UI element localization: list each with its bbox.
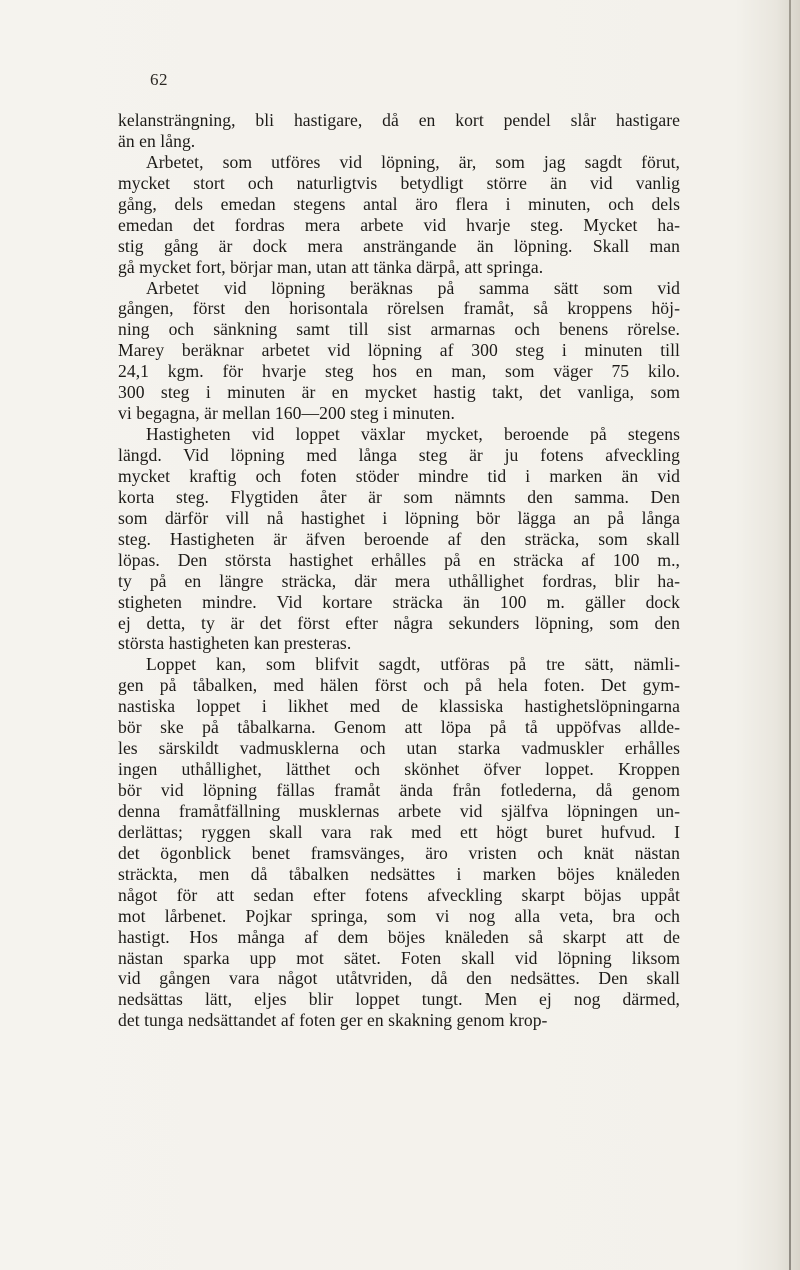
text-line: mycket stort och naturligtvis betydligt större än vid vanlig: [118, 172, 680, 193]
text-line: Arbetet, som utföres vid löpning, är, som jag sagdt förut,: [146, 151, 680, 172]
text-line: det ögonblick benet framsvänges, äro vristen och knät nästan: [118, 842, 680, 863]
text-line: denna framåtfällning musklernas arbete vid själfva löpningen un-: [118, 800, 680, 821]
text-line: något för att sedan efter fotens afveckling skarpt böjas uppåt: [118, 884, 680, 905]
text-line: sträckta, men då tåbalken nedsättes i marken böjes knäleden: [118, 863, 680, 884]
page-number: 62: [150, 70, 168, 89]
paragraph: [118, 110, 680, 152]
text-line: Loppet kan, som blifvit sagdt, utföras på tre sätt, nämli-: [146, 654, 680, 675]
paragraph: [118, 654, 680, 1031]
text-line: nastiska loppet i likhet med de klassiska hastighetslöpningarna: [118, 696, 680, 717]
text-line: stig gång är dock mera ansträngande än löpning. Skall man: [118, 235, 680, 256]
text-line: korta steg. Flygtiden åter är som nämnts den samma. Den: [118, 486, 680, 507]
text-line: vid gången vara något utåtvriden, då den nedsättes. Den skall: [118, 968, 680, 989]
text-line: Arbetet vid löpning beräknas på samma sätt som vid: [146, 277, 680, 298]
text-line: största hastigheten kan presteras.: [118, 633, 352, 654]
text-line: mycket kraftig och foten stöder mindre tid i marken än vid: [118, 465, 680, 486]
body-text: [118, 110, 680, 1031]
text-line: ning och sänkning samt till sist armarnas och benens rörelse.: [118, 319, 680, 340]
text-line: än en lång.: [118, 130, 196, 151]
text-line: gången, först den horisontala rörelsen framåt, så kroppens höj-: [118, 298, 680, 319]
text-line: Hastigheten vid loppet växlar mycket, beroende på stegens: [146, 424, 680, 445]
text-line: gång, dels emedan stegens antal äro flera i minuten, och dels: [118, 193, 680, 214]
text-line: les särskildt vadmusklerna och utan starka vadmuskler erhålles: [118, 738, 680, 759]
text-line: ty på en längre sträcka, där mera uthållighet fordras, blir ha-: [118, 570, 680, 591]
text-line: som därför vill nå hastighet i löpning bör lägga an på långa: [118, 507, 680, 528]
text-line: vi begagna, är mellan 160—200 steg i minuten.: [118, 403, 455, 424]
text-line: hastigt. Hos många af dem böjes knäleden så skarpt att de: [118, 926, 680, 947]
text-line: emedan det fordras mera arbete vid hvarje steg. Mycket ha-: [118, 214, 680, 235]
text-line: ingen uthållighet, lätthet och skönhet öfver loppet. Kroppen: [118, 759, 680, 780]
text-line: steg. Hastigheten är äfven beroende af den sträcka, som skall: [118, 528, 680, 549]
paragraph: [118, 424, 680, 654]
text-line: gen på tåbalken, med hälen först och på hela foten. Det gym-: [118, 675, 680, 696]
text-line: bör vid löpning fällas framåt ända från fotlederna, då genom: [118, 780, 680, 800]
text-line: gå mycket fort, börjar man, utan att tänka därpå, att springa.: [118, 256, 544, 277]
text-line: kelansträngning, bli hastigare, då en kort pendel slår hastigare: [118, 110, 680, 130]
text-line: bör ske på tåbalkarna. Genom att löpa på tå uppöfvas allde-: [118, 717, 680, 738]
text-line: 24,1 kgm. för hvarje steg hos en man, som väger 75 kilo.: [118, 361, 680, 382]
text-line: 300 steg i minuten är en mycket hastig takt, det vanliga, som: [118, 382, 680, 403]
text-line: derlättas; ryggen skall vara rak med ett högt buret hufvud. I: [118, 821, 680, 842]
text-line: Marey beräknar arbetet vid löpning af 300 steg i minuten till: [118, 340, 680, 361]
text-line: mot lårbenet. Pojkar springa, som vi nog alla veta, bra och: [118, 905, 680, 926]
text-line: nästan sparka upp mot sätet. Foten skall vid löpning liksom: [118, 947, 680, 968]
text-line: det tunga nedsättandet af foten ger en skakning genom krop-: [118, 1010, 548, 1031]
text-line: nedsättas lätt, eljes blir loppet tungt. Men ej nog därmed,: [118, 989, 680, 1010]
text-line: ej detta, ty är det först efter några sekunders löpning, som den: [118, 612, 680, 633]
paragraph: [118, 152, 680, 278]
text-line: stigheten mindre. Vid kortare sträcka än 100 m. gäller dock: [118, 591, 680, 612]
paragraph: [118, 278, 680, 425]
text-line: löpas. Den största hastighet erhålles på en sträcka af 100 m.,: [118, 549, 680, 570]
page-edge-line: [789, 0, 791, 1270]
text-line: längd. Vid löpning med långa steg är ju fotens afveckling: [118, 445, 680, 465]
